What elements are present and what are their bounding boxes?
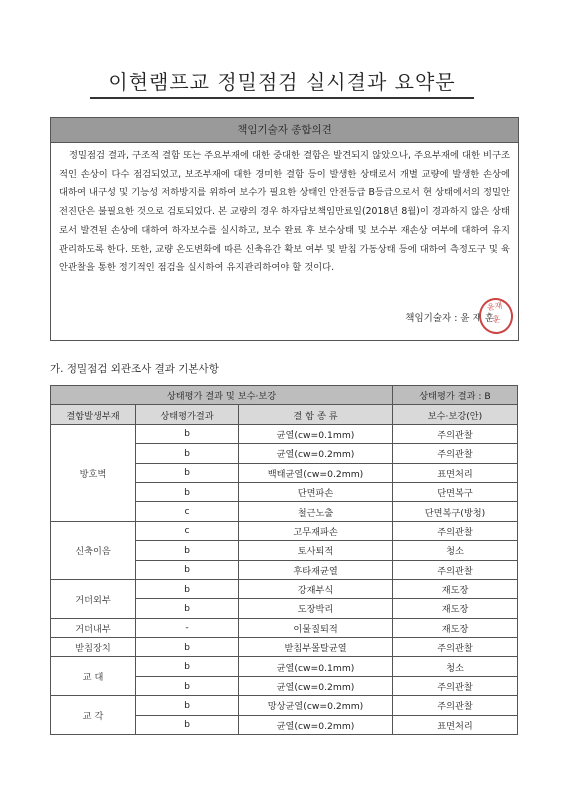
repair-plan-cell: 주의관찰: [393, 521, 518, 540]
condition-grade-cell: b: [136, 424, 239, 443]
column-header: 보수·보강(안): [393, 405, 518, 424]
condition-grade-cell: b: [136, 541, 239, 560]
condition-grade-cell: b: [136, 696, 239, 715]
defect-type-cell: 받침부몰탈균열: [239, 638, 393, 657]
condition-grade-cell: -: [136, 618, 239, 637]
condition-grade-cell: b: [136, 463, 239, 482]
repair-plan-cell: 주의관찰: [393, 696, 518, 715]
defect-type-cell: 강재부식: [239, 579, 393, 598]
defect-type-cell: 균열(cw=0.1mm): [239, 657, 393, 676]
column-header: 결함발생부재: [51, 405, 136, 424]
table-row: [51, 618, 518, 637]
defect-member-cell: 거더내부: [51, 618, 136, 637]
repair-plan-cell: 단면복구(방청): [393, 502, 518, 521]
engineer-seal-stamp: 윤재 훈: [477, 296, 516, 336]
table-row: [51, 424, 518, 443]
defect-type-cell: 도장박리: [239, 599, 393, 618]
defect-member-cell: 교 대: [51, 657, 136, 696]
opinion-heading: 책임기술자 종합의견: [51, 118, 518, 143]
condition-grade-cell: b: [136, 599, 239, 618]
repair-plan-cell: 주의관찰: [393, 638, 518, 657]
table-row: [51, 696, 518, 715]
column-header: 상태평가결과: [136, 405, 239, 424]
condition-grade-cell: b: [136, 638, 239, 657]
repair-plan-cell: 단면복구: [393, 482, 518, 501]
table-header-grade: 상태평가 결과 : B: [393, 386, 518, 405]
engineer-signature-line: 책임기술자 : 윤 재 훈: [405, 313, 494, 324]
defect-type-cell: 백태균열(cw=0.2mm): [239, 463, 393, 482]
section-title: 가. 정밀점검 외관조사 결과 기본사항: [50, 363, 219, 375]
condition-grade-cell: b: [136, 579, 239, 598]
condition-grade-cell: b: [136, 676, 239, 695]
condition-grade-cell: b: [136, 715, 239, 734]
defect-type-cell: 망상균열(cw=0.2mm): [239, 696, 393, 715]
repair-plan-cell: 청소: [393, 541, 518, 560]
engineer-opinion-box: [50, 117, 519, 341]
repair-plan-cell: 재도장: [393, 579, 518, 598]
repair-plan-cell: 주의관찰: [393, 560, 518, 579]
repair-plan-cell: 청소: [393, 657, 518, 676]
repair-plan-cell: 주의관찰: [393, 676, 518, 695]
table-header-group: 상태평가 결과 및 보수·보강: [51, 386, 393, 405]
defect-type-cell: 균열(cw=0.1mm): [239, 424, 393, 443]
condition-grade-cell: c: [136, 502, 239, 521]
repair-plan-cell: 주의관찰: [393, 424, 518, 443]
repair-plan-cell: 주의관찰: [393, 444, 518, 463]
table-row: [51, 521, 518, 540]
defect-type-cell: 이물질퇴적: [239, 618, 393, 637]
inspection-results-table: [50, 385, 518, 735]
defect-member-cell: 교 각: [51, 696, 136, 735]
defect-member-cell: 받침장치: [51, 638, 136, 657]
repair-plan-cell: 표면처리: [393, 463, 518, 482]
condition-grade-cell: c: [136, 521, 239, 540]
repair-plan-cell: 재도장: [393, 599, 518, 618]
table-row: [51, 638, 518, 657]
defect-member-cell: 방호벽: [51, 424, 136, 521]
condition-grade-cell: b: [136, 657, 239, 676]
condition-grade-cell: b: [136, 560, 239, 579]
repair-plan-cell: 표면처리: [393, 715, 518, 734]
condition-grade-cell: b: [136, 482, 239, 501]
defect-type-cell: 균열(cw=0.2mm): [239, 444, 393, 463]
table-row: [51, 657, 518, 676]
defect-type-cell: 단면파손: [239, 482, 393, 501]
defect-type-cell: 후타재균열: [239, 560, 393, 579]
defect-member-cell: 신축이음: [51, 521, 136, 579]
opinion-text: 정밀점검 결과, 구조적 결함 또는 주요부재에 대한 중대한 결함은 발견되지 않았으나, 주요부재에 대한 비구조적인 손상이 다수 점검되었고, 보조부재에 대한 경미한 결함 등이 발생한 상태로서 개별 교량에 발생한 손상에 대하여 내구성 및 기능성 저하방지를 위하여 보수가 필요한 상태인 안전등급 B등급으로서 현 상태에서의 정밀안전진단은 불필요한 것으로 검토되었다. 본 교량의 경우 하자담보책임만료일(2018년 8월)이 경과하지 않은 상태로서 발견된 손상에 대하여 하자보수를 실시하고, 보수 완료 후 보수상태 및 보수부 재손상 여부에 대하여 유지관리하도록 한다. 또한, 교량 온도변화에 따른 신축유간 확보 여부 및 받침 가동상태 등에 대하여 측정도구 및 육안관찰을 통한 정기적인 점검을 실시하여 유지관리하여야 할 것이다.: [59, 150, 510, 274]
defect-type-cell: 균열(cw=0.2mm): [239, 676, 393, 695]
repair-plan-cell: 재도장: [393, 618, 518, 637]
table-row: [51, 579, 518, 598]
defect-type-cell: 고무재파손: [239, 521, 393, 540]
page-title: 이현램프교 정밀점검 실시결과 요약문: [108, 70, 456, 94]
opinion-body: [51, 143, 518, 278]
column-header: 결 함 종 류: [239, 405, 393, 424]
condition-grade-cell: b: [136, 444, 239, 463]
defect-member-cell: 거더외부: [51, 579, 136, 618]
title-underline: [90, 97, 474, 99]
defect-type-cell: 철근노출: [239, 502, 393, 521]
defect-type-cell: 균열(cw=0.2mm): [239, 715, 393, 734]
defect-type-cell: 토사퇴적: [239, 541, 393, 560]
